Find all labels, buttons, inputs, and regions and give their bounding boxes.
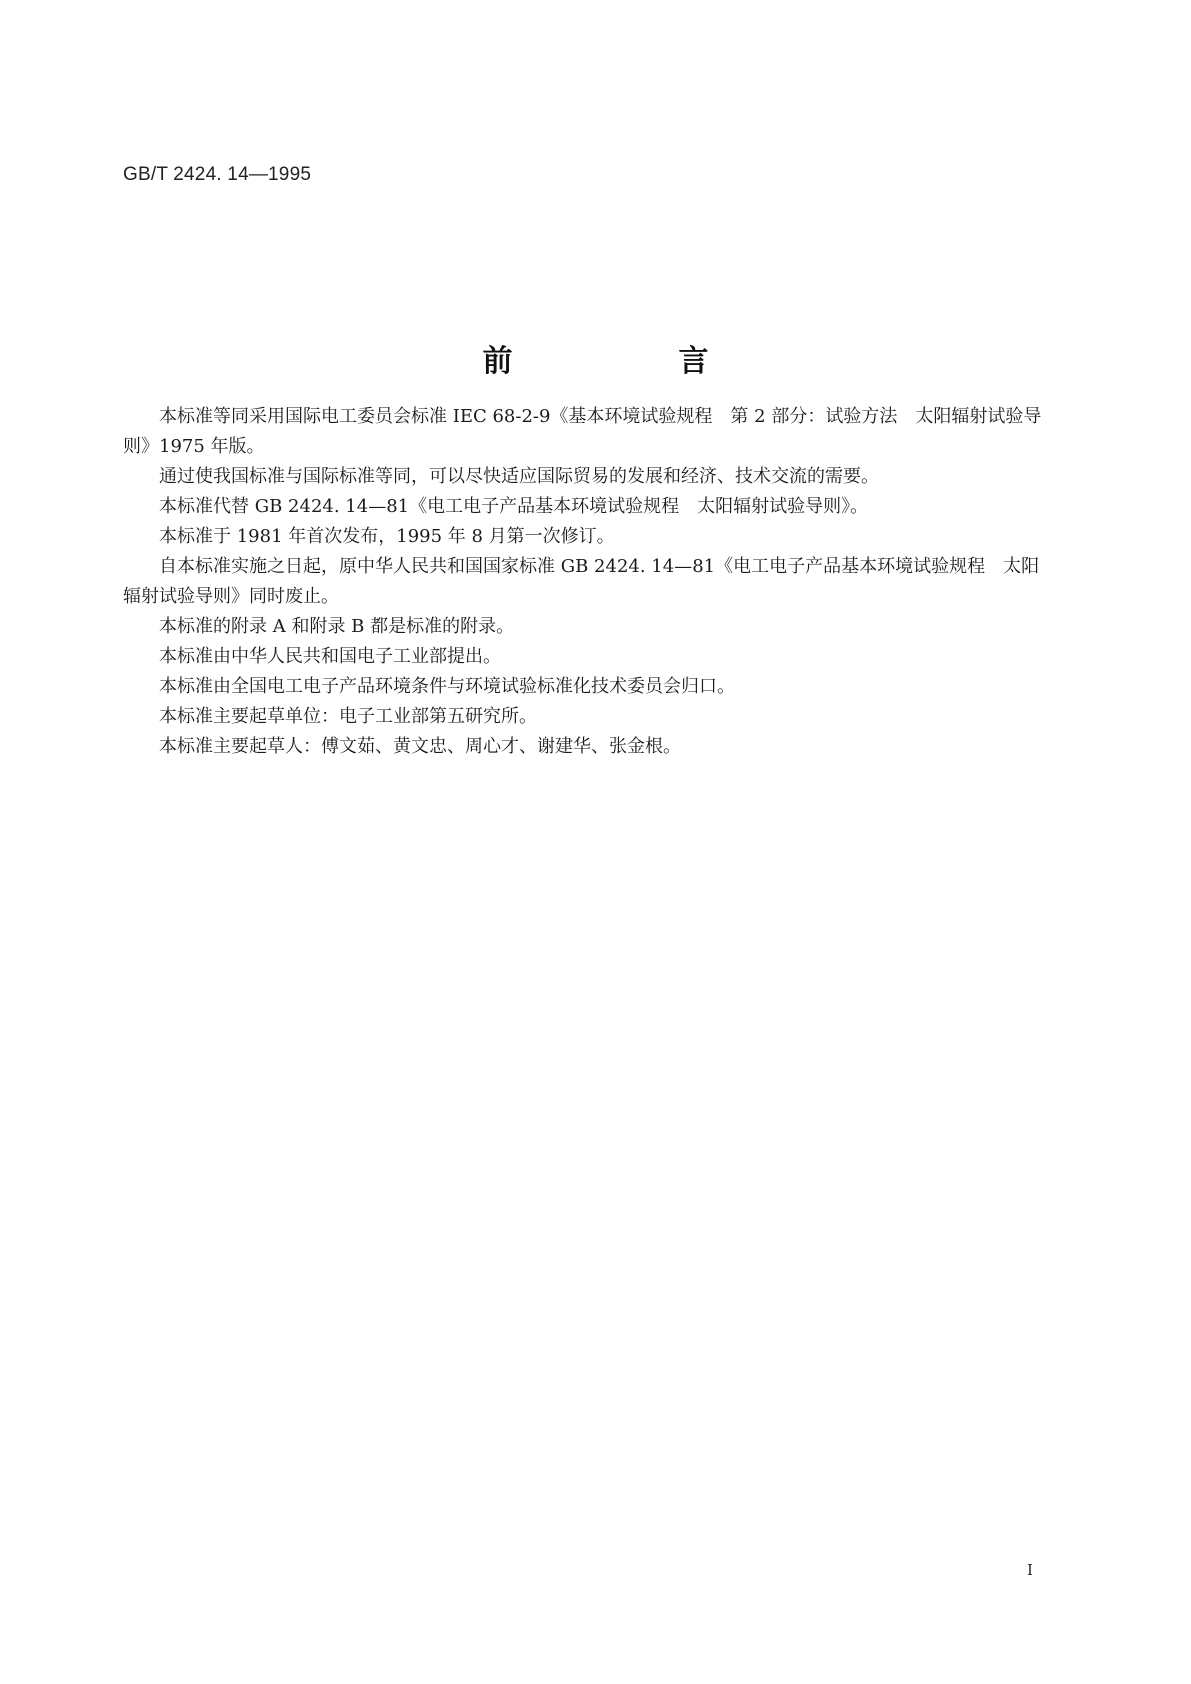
paragraph-committee: 本标准由全国电工电子产品环境条件与环境试验标准化技术委员会归口。 (159, 676, 735, 697)
paragraph-drafting-unit: 本标准主要起草单位：电子工业部第五研究所。 (159, 706, 537, 727)
paragraph-history: 本标准于 1981 年首次发布，1995 年 8 月第一次修订。 (159, 526, 615, 547)
paragraph-adoption: 本标准等同采用国际电工委员会标准 IEC 68-2-9《基本环境试验规程 第 2 部分：试验方法 太阳辐射试验导则》1975 年版。 (123, 406, 1042, 457)
paragraph-appendix: 本标准的附录 A 和附录 B 都是标准的附录。 (159, 616, 515, 637)
paragraph-abolish: 自本标准实施之日起，原中华人民共和国国家标准 GB 2424. 14—81《电工电子产品基本环境试验规程 太阳辐射试验导则》同时废止。 (123, 556, 1040, 607)
page-title: 前 言 (482, 344, 777, 379)
paragraph-purpose: 通过使我国标准与国际标准等同，可以尽快适应国际贸易的发展和经济、技术交流的需要。 (159, 466, 879, 487)
page-number: I (1027, 1561, 1033, 1579)
paragraph-drafters: 本标准主要起草人：傅文茹、黄文忠、周心才、谢建华、张金根。 (159, 736, 681, 757)
paragraph-replaces: 本标准代替 GB 2424. 14—81《电工电子产品基本环境试验规程 太阳辐射试验导则》。 (159, 496, 869, 517)
standard-code-header: GB/T 2424. 14—1995 (123, 164, 312, 185)
foreword-body (123, 402, 1047, 762)
paragraph-proposer: 本标准由中华人民共和国电子工业部提出。 (159, 646, 501, 667)
